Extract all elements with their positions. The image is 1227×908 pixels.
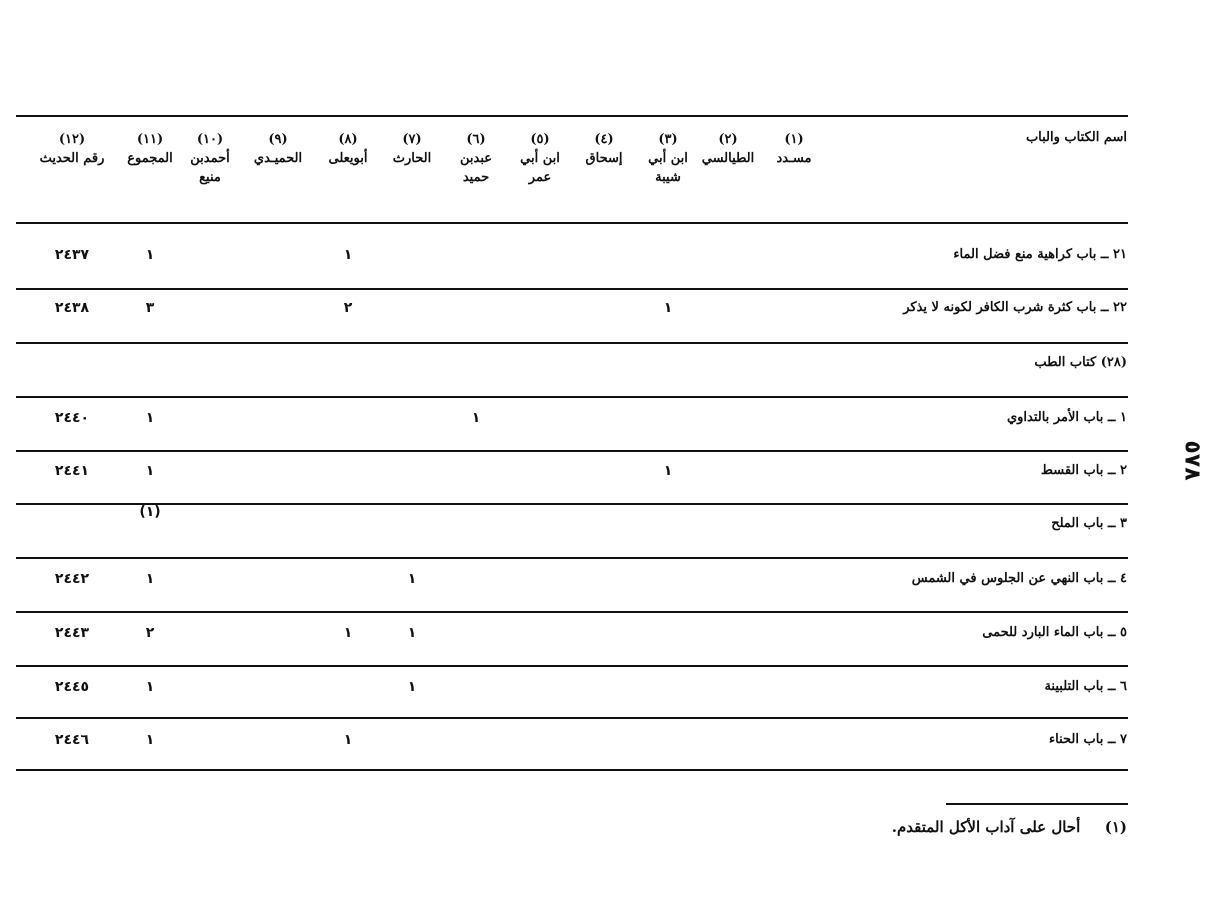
column-header (308, 130, 388, 168)
row-label: ٣ ــ باب الملح (1051, 516, 1127, 531)
column-number: (١٢) (58, 132, 86, 147)
row-divider (16, 503, 1128, 505)
row-label: ٢١ ــ باب كراهية منع فضل الماء (953, 247, 1127, 262)
table-cell-abu-yala: ١ (343, 732, 353, 748)
column-name: الحميـدي (253, 151, 303, 166)
row-label: ٥ ــ باب الماء البارد للحمى (982, 625, 1127, 640)
row-label: ١ ــ باب الأمر بالتداوي (1006, 410, 1127, 425)
row-divider (16, 557, 1128, 559)
row-divider (16, 665, 1128, 667)
table-cell-total: ٢ (145, 625, 155, 641)
row-divider (16, 450, 1128, 452)
column-number: (٧) (402, 132, 422, 147)
table-cell-ibn-abi-shayba: ١ (663, 300, 673, 316)
table-cell-abu-yala: ١ (343, 625, 353, 641)
row-label: ٧ ــ باب الحناء (1049, 732, 1127, 747)
footnote (892, 818, 1127, 836)
table-cell-harith: ١ (407, 571, 417, 587)
column-name: مسـدد (776, 151, 812, 166)
table-cell-hadith: ٢٤٣٧ (54, 247, 90, 263)
table-cell-total: (١) (139, 504, 161, 520)
page-number: ٥٧٨ (1179, 440, 1205, 481)
row-divider (16, 288, 1128, 290)
column-number: (٦) (466, 132, 486, 147)
column-name: الطيالسي (701, 151, 755, 166)
column-header (238, 130, 318, 168)
column-header (110, 130, 190, 168)
table-cell-hadith: ٢٤٣٨ (54, 300, 90, 316)
row-divider (16, 342, 1128, 344)
table-cell-hadith: ٢٤٤٥ (54, 679, 90, 695)
row-divider (16, 611, 1128, 613)
header-bottom-rule (16, 222, 1128, 224)
column-number: (٣) (658, 132, 678, 147)
table-cell-hadith: ٢٤٤٠ (54, 410, 90, 426)
footnote-marker: (١) (1104, 818, 1127, 836)
column-number: (٩) (268, 132, 288, 147)
table-cell-hadith: ٢٤٤١ (54, 463, 90, 479)
row-divider (16, 396, 1128, 398)
column-number: (١) (784, 132, 804, 147)
column-name: المجموع (127, 151, 173, 166)
table-cell-ibn-abi-shayba: ١ (663, 463, 673, 479)
row-label: ٢٢ ــ باب كثرة شرب الكافر لكونه لا يذكر (903, 300, 1127, 315)
table-cell-total: ١ (145, 410, 155, 426)
table-cell-hadith: ٢٤٤٦ (54, 732, 90, 748)
column-name: ابن أبي شيبة (648, 151, 688, 185)
column-name: عبدبن حميد (459, 151, 493, 185)
column-number: (١١) (136, 132, 164, 147)
column-name: أحمدبن منيع (190, 151, 230, 185)
column-number: (٥) (530, 132, 550, 147)
column-name: ابن أبي عمر (520, 151, 560, 185)
table-cell-harith: ١ (407, 679, 417, 695)
row-label: ٢ ــ باب القسط (1040, 463, 1127, 478)
table-cell-total: ١ (145, 247, 155, 263)
table-cell-hadith: ٢٤٤٢ (54, 571, 90, 587)
column-name: إسحاق (585, 151, 623, 166)
column-number: (٤) (594, 132, 614, 147)
row-divider (16, 717, 1128, 719)
table-cell-total: ١ (145, 732, 155, 748)
column-number: (١٠) (196, 132, 224, 147)
column-header (32, 130, 112, 168)
header-title: اسم الكتاب والباب (1025, 130, 1127, 145)
column-name: الحارث (392, 151, 432, 166)
table-cell-abd-ibn-humayd: ١ (471, 410, 481, 426)
column-name: رقم الحديث (39, 151, 105, 166)
table-cell-hadith: ٢٤٤٣ (54, 625, 90, 641)
row-divider (16, 769, 1128, 771)
table-cell-total: ٣ (145, 300, 155, 316)
column-number: (٢) (718, 132, 738, 147)
column-name: أبويعلى (328, 151, 368, 166)
table-top-rule (16, 115, 1128, 117)
table-cell-harith: ١ (407, 625, 417, 641)
table-cell-total: ١ (145, 463, 155, 479)
footnote-text: أحال على آداب الأكل المتقدم. (891, 818, 1081, 836)
column-number: (٨) (338, 132, 358, 147)
table-cell-total: ١ (145, 679, 155, 695)
table-cell-total: ١ (145, 571, 155, 587)
table-cell-abu-yala: ١ (343, 247, 353, 263)
table-cell-abu-yala: ٢ (343, 300, 353, 316)
row-label: (٢٨) كتاب الطب (1034, 355, 1127, 370)
row-label: ٤ ــ باب النهي عن الجلوس في الشمس (911, 571, 1127, 586)
row-label: ٦ ــ باب التلبينة (1044, 679, 1127, 694)
footnote-rule (946, 803, 1128, 805)
